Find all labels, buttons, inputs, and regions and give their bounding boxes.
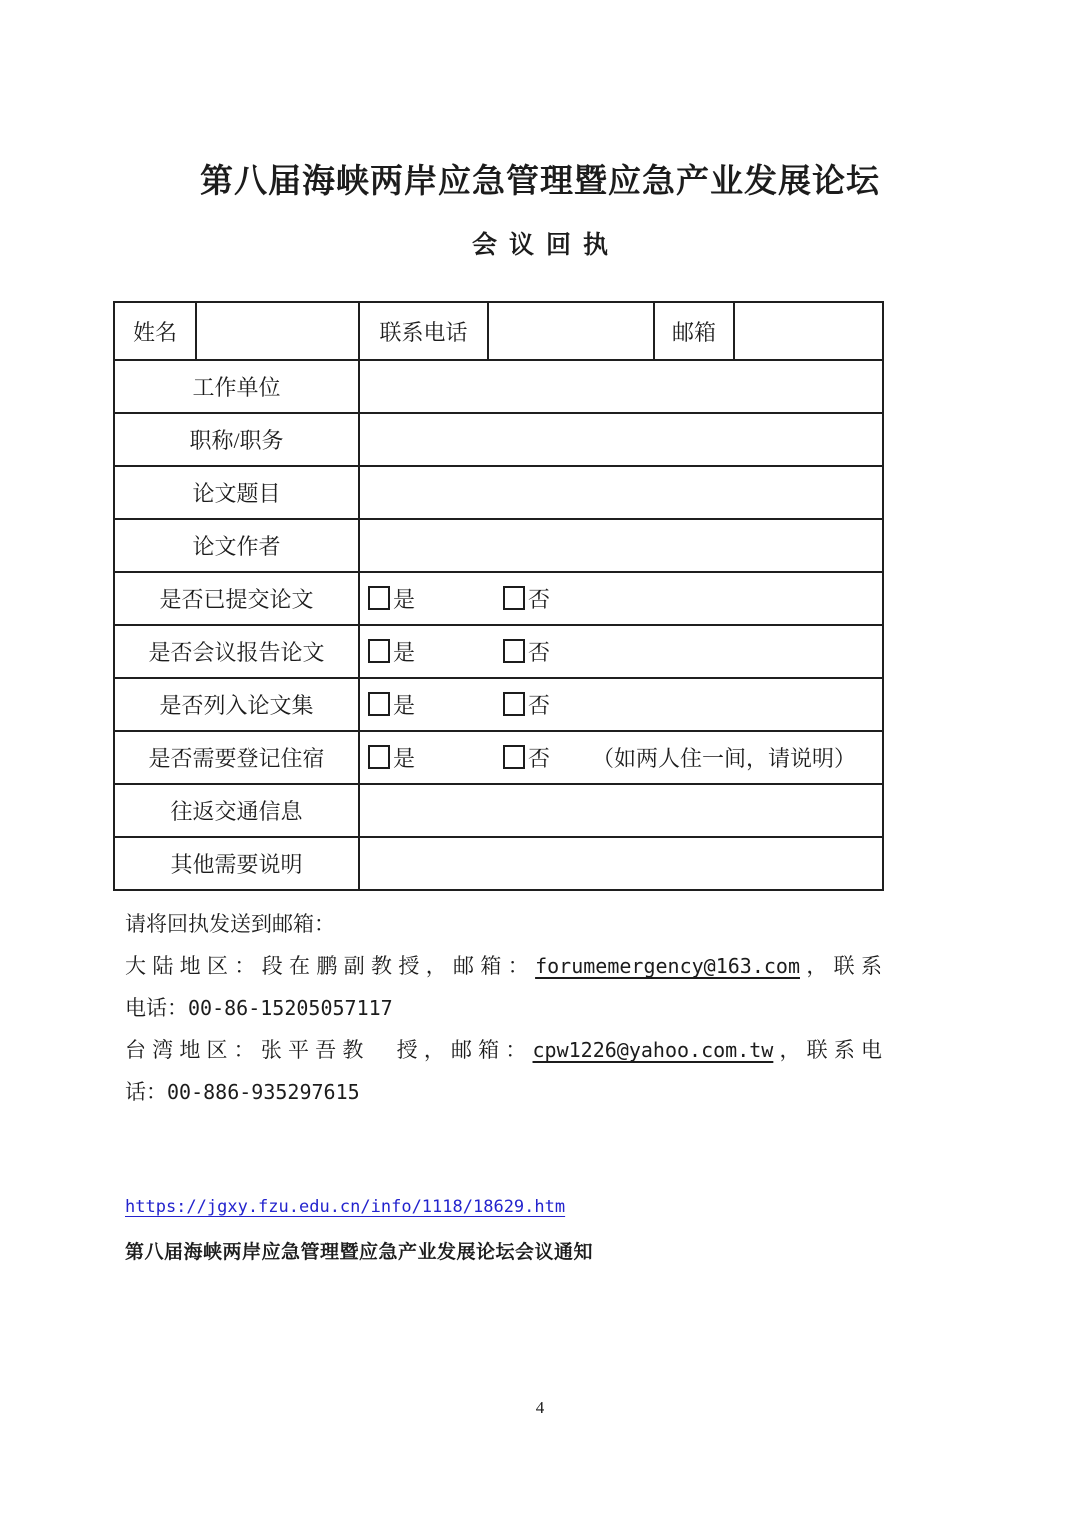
taiwan-phone-number: 00-886-935297615 xyxy=(167,1080,360,1105)
mainland-phone-number: 00-86-15205057117 xyxy=(188,996,393,1021)
page-number: 4 xyxy=(535,1398,545,1417)
other-notes-label: 其他需要说明 xyxy=(114,837,359,890)
paper-title-label: 论文题目 xyxy=(114,466,359,519)
mainland-contact-line xyxy=(125,945,882,987)
instructions-block xyxy=(125,903,882,1113)
mainland-contact-prefix: 大陆地区：段在鹏副教授，邮箱： xyxy=(125,954,536,979)
conference-report-options xyxy=(359,625,883,678)
conference-notice-title: 第八届海峡两岸应急管理暨应急产业发展论坛会议通知 xyxy=(125,1242,594,1264)
work-unit-input-cell[interactable] xyxy=(359,360,883,413)
phone-label: 联系电话 xyxy=(359,302,488,360)
yes-checkbox[interactable] xyxy=(368,692,390,716)
name-input-cell[interactable] xyxy=(196,302,359,360)
yes-label: 是 xyxy=(393,693,416,719)
paper-author-input-cell[interactable] xyxy=(359,519,883,572)
taiwan-contact-suffix: ，联系电 xyxy=(773,1038,883,1063)
conference-report-label: 是否会议报告论文 xyxy=(114,625,359,678)
phone-input-cell[interactable] xyxy=(488,302,654,360)
work-unit-label: 工作单位 xyxy=(114,360,359,413)
paper-title-input-cell[interactable] xyxy=(359,466,883,519)
taiwan-contact-prefix: 台湾地区：张平吾教 授，邮箱： xyxy=(125,1038,533,1063)
table-row xyxy=(114,360,883,413)
no-label: 否 xyxy=(528,693,551,719)
other-notes-input-cell[interactable] xyxy=(359,837,883,890)
link-row xyxy=(125,1197,1080,1217)
table-row xyxy=(114,837,883,890)
job-title-input-cell[interactable] xyxy=(359,413,883,466)
page-subtitle: 会议回执 xyxy=(471,231,620,260)
table-row xyxy=(114,784,883,837)
no-label: 否 xyxy=(528,746,551,772)
taiwan-email-link[interactable]: cpw1226@yahoo.com.tw xyxy=(532,1038,774,1063)
lodging-options xyxy=(359,731,883,784)
mainland-email-link[interactable]: forumemergency@163.com xyxy=(535,954,800,979)
table-row xyxy=(114,678,883,731)
yes-checkbox[interactable] xyxy=(368,745,390,769)
option-note: （如两人住一间，请说明） xyxy=(592,746,857,772)
no-checkbox[interactable] xyxy=(503,692,525,716)
instructions-intro: 请将回执发送到邮箱： xyxy=(125,912,335,937)
table-row xyxy=(114,731,883,784)
no-checkbox[interactable] xyxy=(503,639,525,663)
taiwan-contact-line xyxy=(125,1029,882,1071)
paper-submitted-label: 是否已提交论文 xyxy=(114,572,359,625)
email-input-cell[interactable] xyxy=(734,302,883,360)
page-title: 第八届海峡两岸应急管理暨应急产业发展论坛 xyxy=(200,162,880,199)
conference-notice-link[interactable]: https://jgxy.fzu.edu.cn/info/1118/18629.htm xyxy=(125,1197,566,1218)
no-checkbox[interactable] xyxy=(503,586,525,610)
mainland-phone-line xyxy=(125,987,882,1029)
proceedings-options xyxy=(359,678,883,731)
yes-label: 是 xyxy=(393,746,416,772)
transport-input-cell[interactable] xyxy=(359,784,883,837)
lodging-label: 是否需要登记住宿 xyxy=(114,731,359,784)
no-checkbox[interactable] xyxy=(503,745,525,769)
table-row xyxy=(114,466,883,519)
table-row xyxy=(114,625,883,678)
mainland-phone-prefix: 电话： xyxy=(125,996,188,1021)
job-title-label: 职称/职务 xyxy=(114,413,359,466)
yes-checkbox[interactable] xyxy=(368,639,390,663)
taiwan-phone-prefix: 话： xyxy=(125,1080,167,1105)
yes-label: 是 xyxy=(393,587,416,613)
table-row xyxy=(114,302,883,360)
taiwan-phone-line xyxy=(125,1071,882,1113)
table-row xyxy=(114,413,883,466)
reply-form-table xyxy=(113,301,884,891)
transport-label: 往返交通信息 xyxy=(114,784,359,837)
yes-checkbox[interactable] xyxy=(368,586,390,610)
no-label: 否 xyxy=(528,587,551,613)
proceedings-label: 是否列入论文集 xyxy=(114,678,359,731)
name-label: 姓名 xyxy=(114,302,196,360)
paper-author-label: 论文作者 xyxy=(114,519,359,572)
no-label: 否 xyxy=(528,640,551,666)
table-row xyxy=(114,519,883,572)
mainland-contact-suffix: ，联系 xyxy=(799,954,882,979)
yes-label: 是 xyxy=(393,640,416,666)
table-row xyxy=(114,572,883,625)
paper-submitted-options xyxy=(359,572,883,625)
email-label: 邮箱 xyxy=(654,302,734,360)
